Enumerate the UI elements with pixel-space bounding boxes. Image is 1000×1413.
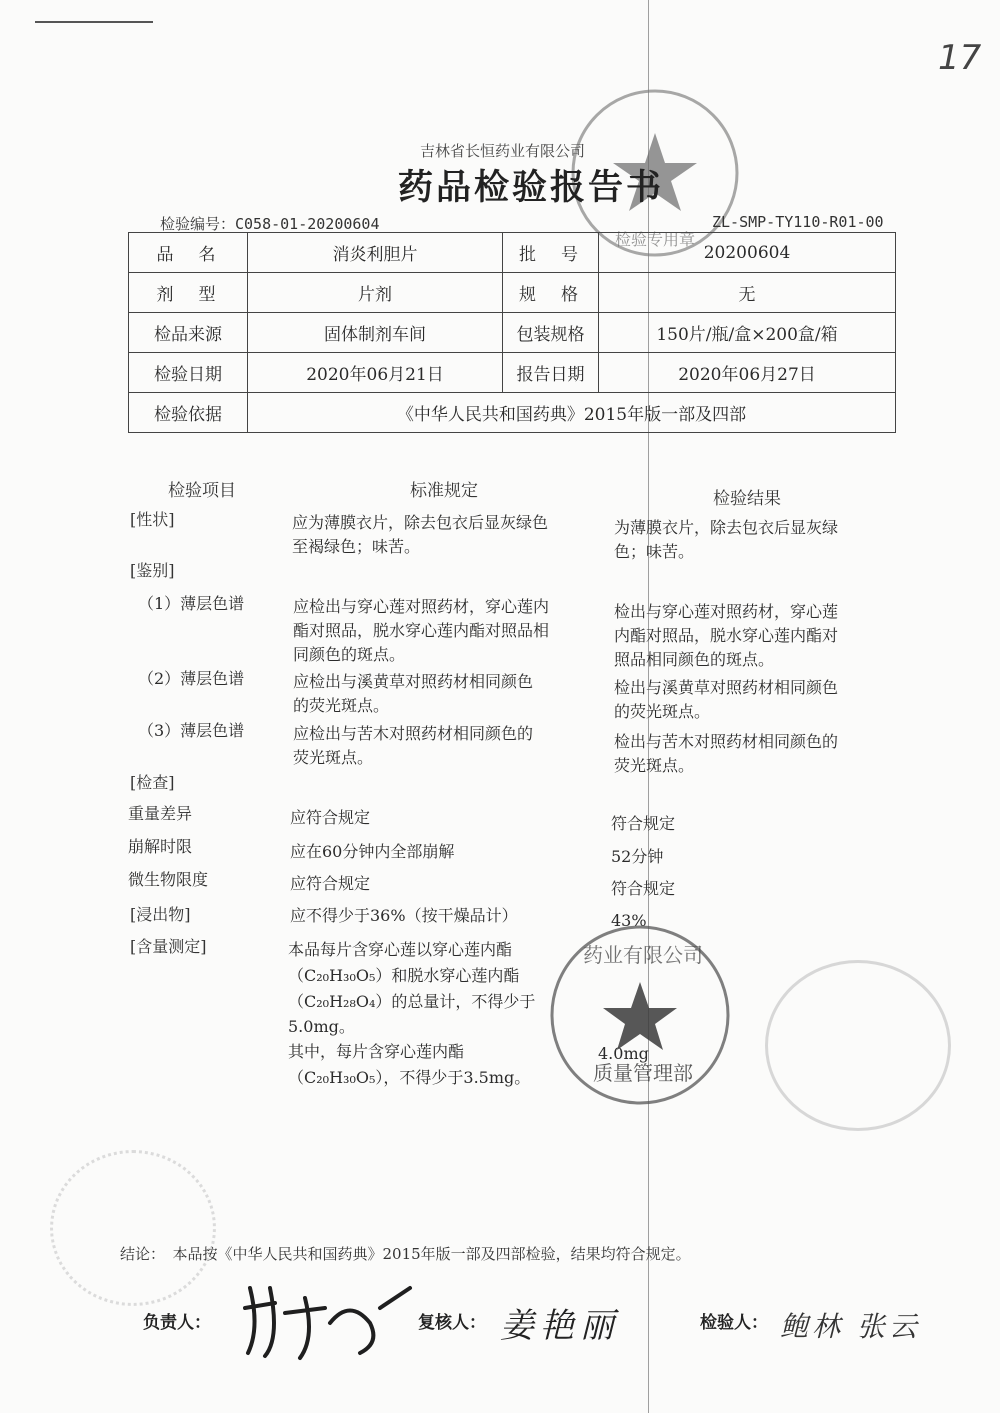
info-row-basis [129,393,896,433]
ident-1-standard-line2: 酯对照品，脱水穿心莲内酯对照品相 [293,621,550,640]
ident-2-standard-line1: 应检出与溪黄草对照药材相同颜色 [293,672,534,691]
ident-2-result-line1: 检出与溪黄草对照药材相同颜色 [614,678,839,697]
info-row-form [129,273,896,313]
section-assay: [含量测定] [130,937,207,956]
label-source: 检品来源 [129,313,248,353]
check-disintegration-name: 崩解时限 [128,837,193,856]
value-basis: 《中华人民共和国药典》2015年版一部及四部 [248,393,896,433]
appearance-result-line1: 为薄膜衣片，除去包衣后显灰绿 [614,518,839,537]
ident-1-standard-line3: 同颜色的斑点。 [293,645,406,664]
qc-department-stamp [545,920,735,1110]
section-checks: [检查] [130,773,175,792]
assay-line6: （C₂₀H₃₀O₅），不得少于3.5mg。 [288,1068,531,1087]
page-edge-line [35,21,153,23]
ident-3-result-line2: 荧光斑点。 [614,756,695,775]
value-product-name: 消炎利胆片 [248,233,503,273]
document-code: ZL-SMP-TY110-R01-00 [712,213,884,231]
faint-stamp-right [765,960,951,1131]
info-row-name [129,233,896,273]
inspector-signatures: 鲍林 张云 [780,1310,921,1343]
label-spec: 规 格 [503,273,599,313]
value-batch: 20200604 [599,233,896,273]
extract-standard: 应不得少于36%（按干燥品计） [290,906,518,925]
extract-result: 43% [611,911,647,930]
ident-3-name: （3）薄层色谱 [138,721,245,740]
ident-2-result-line2: 的荧光斑点。 [614,702,711,721]
report-number: 检验编号：C058-01-20200604 [160,215,380,233]
value-report-date: 2020年06月27日 [599,353,896,393]
ident-1-name: （1）薄层色谱 [138,594,245,613]
reviewer-signature: 姜艳丽 [500,1306,620,1346]
check-microbial-standard: 应符合规定 [290,874,371,893]
ident-3-standard-line2: 荧光斑点。 [293,748,374,767]
value-dosage-form: 片剂 [248,273,503,313]
label-basis: 检验依据 [129,393,248,433]
check-disintegration-standard: 应在60分钟内全部崩解 [290,842,455,861]
conclusion: 结论： 本品按《中华人民共和国药典》2015年版一部及四部检验，结果均符合规定。 [120,1245,691,1263]
label-batch: 批 号 [503,233,599,273]
label-product-name: 品 名 [129,233,248,273]
label-test-date: 检验日期 [129,353,248,393]
ident-1-result-line3: 照品相同颜色的斑点。 [614,650,775,669]
assay-line2: （C₂₀H₃₀O₅）和脱水穿心莲内酯 [288,966,520,985]
reviewer-label: 复核人： [418,1313,486,1333]
ident-2-name: （2）薄层色谱 [138,669,245,688]
ident-1-result-line2: 内酯对照品，脱水穿心莲内酯对 [614,626,839,645]
faint-stamp-left [50,1150,216,1306]
check-weight-name: 重量差异 [128,804,193,823]
assay-line1: 本品每片含穿心莲以穿心莲内酯 [288,940,513,959]
page-number: 17 [938,38,982,78]
check-weight-standard: 应符合规定 [290,808,371,827]
ident-3-standard-line1: 应检出与苦木对照药材相同颜色的 [293,724,534,743]
column-header-result: 检验结果 [713,489,781,509]
check-microbial-result: 符合规定 [611,879,676,898]
value-packaging: 150片/瓶/盒×200盒/箱 [599,313,896,353]
column-header-item: 检验项目 [168,481,236,501]
inspector-label: 检验人： [700,1313,768,1333]
info-table [128,232,896,433]
check-disintegration-result: 52分钟 [611,847,664,866]
label-dosage-form: 剂 型 [129,273,248,313]
ident-3-result-line1: 检出与苦木对照药材相同颜色的 [614,732,839,751]
info-row-dates [129,353,896,393]
appearance-result-line2: 色；味苦。 [614,542,695,561]
appearance-standard-line2: 至褐绿色；味苦。 [292,537,421,556]
value-source: 固体制剂车间 [248,313,503,353]
ident-2-standard-line2: 的荧光斑点。 [293,696,390,715]
section-extract: [浸出物] [130,905,191,924]
qc-stamp-arc-text: 药业有限公司 [583,943,703,967]
assay-line3: （C₂₀H₂₈O₄）的总量计，不得少于 [288,992,536,1011]
qc-stamp-dept-text: 质量管理部 [593,1061,693,1085]
value-test-date: 2020年06月21日 [248,353,503,393]
section-identification: [鉴别] [130,561,175,580]
appearance-standard-line1: 应为薄膜衣片，除去包衣后显灰绿色 [292,513,549,532]
assay-line4: 5.0mg。 [288,1017,355,1036]
ident-1-result-line1: 检出与穿心莲对照药材，穿心莲 [614,602,839,621]
responsible-label: 负责人： [143,1313,211,1333]
value-spec: 无 [599,273,896,313]
section-appearance: [性状] [130,510,175,529]
info-row-source [129,313,896,353]
assay-result: 4.0mg [598,1044,649,1063]
responsible-signature [230,1268,420,1363]
label-packaging: 包装规格 [503,313,599,353]
ident-1-standard-line1: 应检出与穿心莲对照药材，穿心莲内 [293,597,550,616]
check-weight-result: 符合规定 [611,814,676,833]
check-microbial-name: 微生物限度 [128,870,209,889]
stamp-top-text: 检验专用章 [615,230,696,249]
label-report-date: 报告日期 [503,353,599,393]
assay-line5: 其中，每片含穿心莲内酯 [288,1042,465,1061]
report-title: 药品检验报告书 [398,168,665,208]
company-name: 吉林省长恒药业有限公司 [420,142,586,160]
column-header-standard: 标准规定 [410,481,478,501]
